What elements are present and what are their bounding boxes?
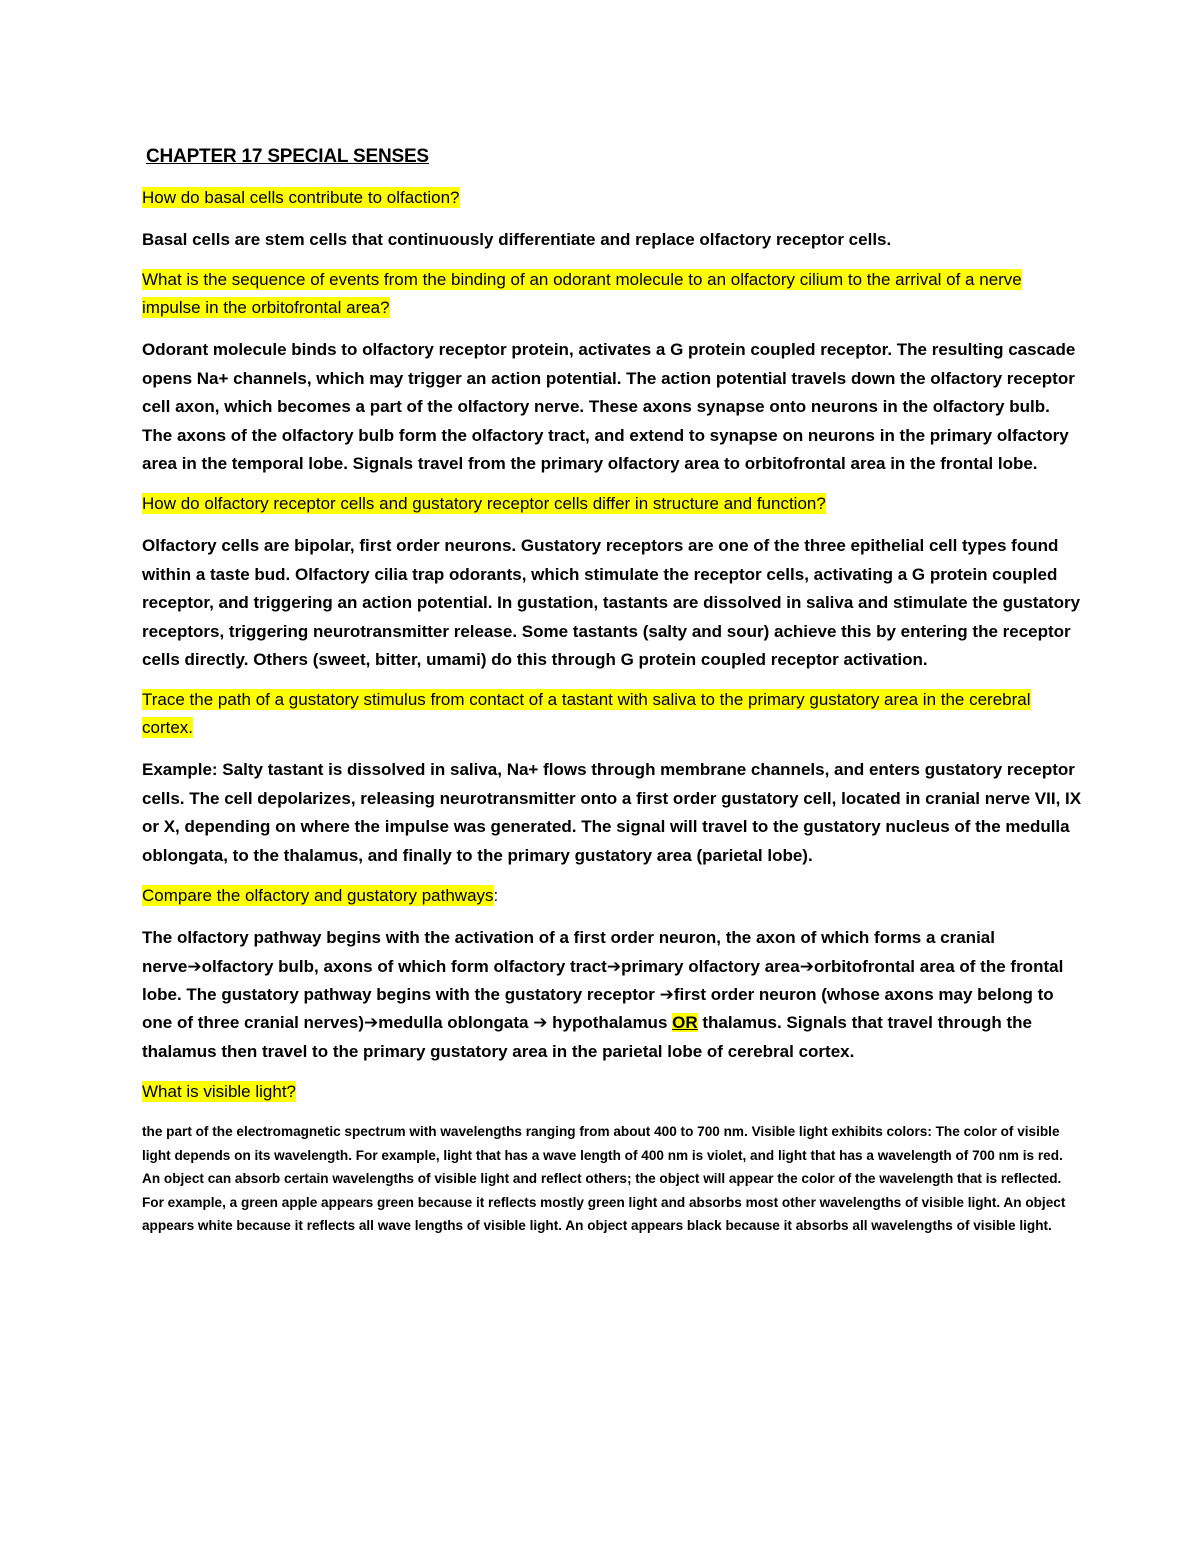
- chapter-title: CHAPTER 17 SPECIAL SENSES: [146, 146, 429, 167]
- arrow-icon: ➔: [606, 956, 622, 976]
- question-3: [142, 490, 1082, 518]
- arrow-icon: ➔: [187, 956, 202, 976]
- question-5: [142, 882, 1082, 910]
- document-content: [142, 146, 1082, 1250]
- or-highlight: OR: [672, 1013, 698, 1033]
- question-2-text: What is the sequence of events from the binding of an odorant molecule to an olfactory cilium to the arrival of a nerve impulse in the orbitofrontal area?: [142, 270, 1022, 318]
- question-1-text: How do basal cells contribute to olfaction?: [142, 188, 460, 207]
- answer-2: Odorant molecule binds to olfactory receptor protein, activates a G protein coupled receptor. The resulting cascade opens Na+ channels, which may trigger an action potential. The action potential travels down the olfactory receptor cell axon, which becomes a part of the olfactory nerve. These axons synapse onto neurons in the olfactory bulb. The axons of the olfactory bulb form the olfactory tract, and extend to synapse on neurons in the primary olfactory area in the temporal lobe. Signals travel from the primary olfactory area to orbitofrontal area in the frontal lobe.: [142, 340, 1076, 474]
- answer-5-part-1: The olfactory pathway begins with the activation of a first order neuron, the axon of which forms a cranial nerve: [142, 928, 995, 976]
- question-5-suffix: :: [493, 886, 499, 906]
- question-4-text: Trace the path of a gustatory stimulus from contact of a tastant with saliva to the primary gustatory area in the cerebral cortex.: [142, 690, 1031, 738]
- answer-5-part-4: orbitofrontal area of the frontal lobe. The gustatory pathway begins with the gustatory receptor: [142, 956, 1064, 1004]
- answer-6: the part of the electromagnetic spectrum with wavelengths ranging from about 400 to 700 nm. Visible light exhibits colors: The color of visible light depends on its wavelength. For example, light that has a wave length of 400 nm is violet, and light that has a wavelength of 700 nm is red. An object can absorb certain wavelengths of visible light and reflect others; the object will appear the color of the wavelength that is reflected. For example, a green apple appears green because it reflects mostly green light and absorbs most other wavelengths of visible light. An object appears white because it reflects all wave lengths of visible light. An object appears black because it absorbs all wavelengths of visible light.: [142, 1124, 1066, 1234]
- question-1: [142, 184, 1082, 212]
- question-2: [142, 266, 1082, 322]
- arrow-icon: ➔: [533, 1013, 548, 1033]
- arrow-icon: ➔: [659, 984, 674, 1004]
- answer-5-part-7: hypothalamus: [547, 1013, 673, 1033]
- answer-3: Olfactory cells are bipolar, first order neurons. Gustatory receptors are one of the three epithelial cell types found within a taste bud. Olfactory cilia trap odorants, which stimulate the receptor cells, activating a G protein coupled receptor, and triggering an action potential. In gustation, tastants are dissolved in saliva and stimulate the gustatory receptors, triggering neurotransmitter release. Some tastants (salty and sour) achieve this by entering the receptor cells directly. Others (sweet, bitter, umami) do this through G protein coupled receptor activation.: [142, 536, 1081, 670]
- arrow-icon: ➔: [799, 956, 814, 976]
- answer-1: Basal cells are stem cells that continuously differentiate and replace olfactory receptor cells.: [142, 230, 892, 249]
- answer-5-part-8: thalamus. Signals that travel through the thalamus then travel to the primary gustatory area in the parietal lobe of cerebral cortex.: [142, 1013, 1033, 1061]
- answer-5-part-6: medulla oblongata: [378, 1013, 534, 1033]
- answer-5-part-5: first order neuron (whose axons may belong to one of three cranial nerves): [142, 984, 1054, 1033]
- answer-5-part-3: primary olfactory area: [621, 956, 800, 976]
- arrow-icon: ➔: [364, 1013, 379, 1033]
- question-5-text: Compare the olfactory and gustatory pathways: [142, 886, 494, 906]
- question-6: [142, 1078, 1082, 1106]
- question-4: [142, 686, 1082, 742]
- answer-5-part-2: olfactory bulb, axons of which form olfactory tract: [201, 956, 607, 976]
- answer-4: Example: Salty tastant is dissolved in saliva, Na+ flows through membrane channels, and enters gustatory receptor cells. The cell depolarizes, releasing neurotransmitter onto a first order gustatory cell, located in cranial nerve VII, IX or X, depending on where the impulse was generated. The signal will travel to the gustatory nucleus of the medulla oblongata, to the thalamus, and finally to the primary gustatory area (parietal lobe).: [142, 760, 1082, 865]
- question-3-text: How do olfactory receptor cells and gustatory receptor cells differ in structure and function?: [142, 494, 826, 514]
- question-6-text: What is visible light?: [142, 1082, 297, 1102]
- answer-5: [142, 924, 1082, 1066]
